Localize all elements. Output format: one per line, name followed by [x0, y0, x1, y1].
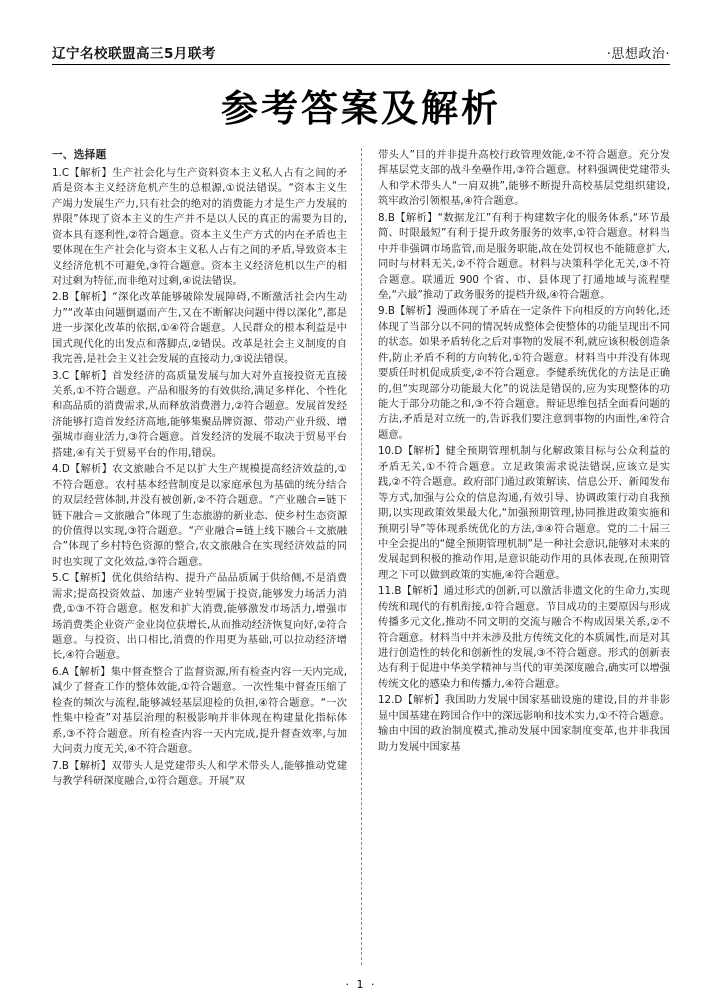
section-heading-multiple-choice: 一、选择题	[52, 149, 107, 161]
answer-item: 7.B【解析】双带头人是党建带头人和学术带头人,能够推动党建与教学科研深度融合,①符合题意。开展“双	[52, 759, 347, 787]
page-number: · 1 ·	[345, 978, 377, 991]
page-title: 参考答案及解析	[221, 86, 501, 130]
answer-item: 12.D【解析】我国助力发展中国家基础设施的建设,目的并非影显中国基建在跨国合作中的深远影响和技术实力,①不符合题意。输由中国的政治制度模式,推动发展中国家制度变革,也并非我国助力发展中国家基	[378, 694, 670, 753]
right-column	[361, 148, 670, 965]
left-column	[52, 148, 361, 965]
answer-item: 3.C【解析】首发经济的高质量发展与加大对外直接投资无直接关系,①不符合题意。产品和服务的有效供给,满足多样化、个性化和高品质的消费需求,从而释放消费潜力,②符合题意。发展首发经济能够打造首发经济高地,能够集聚品牌资源、带动产业升级、增强城市商业活力,③符合题意。首发经济的发展不取决于贸易平台搭建,④有关于贸易平台的作用,错误。	[52, 369, 347, 459]
answer-item: 带头人”目的并非提升高校行政管理效能,②不符合题意。充分发挥基层党支部的战斗垒壘作用,③符合题意。材料强调使党建带头人和学术带头人“一肩双挑”,能够不断提升高校基层党组织建设,筑牢政治引领根基,④符合题意。	[378, 149, 670, 208]
answer-item: 4.D【解析】农文旅融合不足以扩大生产规模提高经济效益的,①不符合题意。农村基本经营制度是以家庭承包为基础的统分结合的双层经营体制,并没有被创新,②不符合题意。“产业融合=链下链下融合＝文旅融合”体现了生态旅游的新业态、使乡村生态资源的价值得以实现,③符合题意。“产业融合=链上线下融合＋文旅融合”体现了乡村特色资源的整合,农文旅融合在实现经济效益的同时也实现了文化效益,③符合题意。	[52, 463, 347, 568]
header-subject: ·思想政治·	[606, 47, 670, 62]
answer-item: 6.A【解析】集中督查整合了监督资源,所有检查内容一天内完成,减少了督查工作的整体效能,①符合题意。一次性集中督查压缩了检查的频次与流程,能够减轻基层迎检的负担,④符合题意。“一次性集中检查”对基层治理的积极影响并非体现在构建量化指标体系,③不符合题意。所有检查内容一天内完成,提升督查效率,与加大问责力度无关,④不符合题意。	[52, 665, 347, 756]
answer-item: 2.B【解析】“深化改革能够破除发展障碍,不断激活社会内生动力”“改革由问题倒逼而产生,又在不断解决问题中得以深化”,都是进一步深化改革的依据,①④符合题意。人民群众的根本利益是中国式现代化的出发点和落脚点,②错误。改革是社会主义制度的自我完善,是社会主义社会发展的直接动力,③说法错误。	[52, 291, 347, 366]
page-header	[52, 42, 670, 62]
answer-item: 1.C【解析】生产社会化与生产资料资本主义私人占有之间的矛盾是资本主义经济危机产生的总根源,①说法错误。“资本主义生产竭力发展生产力,只有社会的绝对的消费能力才是生产力发展的界限”体现了资本主义的生产并不是以人民的真正的需要为目的,资本具有逐利性,②符合题意。资本主义生产方式的内在矛盾也主要体现在生产社会化与资本主义私人占有之间的矛盾,导致资本主义经济危机不可避免,③符合题意。资本主义经济危机以生产的相对过剩为特征,而非绝对过剩,④说法错误。	[52, 166, 347, 287]
answer-item: 9.B【解析】漫画体现了矛盾在一定条件下向相反的方向转化,还体现了当部分以不同的情况转成整体会使整体的功能呈现出不同的状态。如果矛盾转化之后对事物的发展不利,就应该积极创造条件,防止矛盾不利的方向转化,①符合题意。材料当中并没有体现要质任时机促成质变,②不符合题意。李健系统优化的方法是正确的,但“实现部分功能最大化”的说法是错误的,应为实现整体的功能大于部分功能之和,③不符合题意。辩证思维包括全面看问题的方法,矛盾是对立统一的,告诉我们要注意到事物的内面性,④符合题意。	[378, 305, 670, 441]
two-column-body	[52, 148, 670, 965]
answer-item: 11.B【解析】通过形式的创新,可以激活非遗文化的生命力,实现传统和现代的有机衔接,①符合题意。节目成功的主要原因与形成传播多元文化,推动不同文明的交流与融合不构成因果关系,②不符合题意。材料当中并未涉及批方传统文化的本质属性,而是对其进行创造性的转化和创新性的发展,③不符合题意。形式的创新表达有利于促进中华美学精神与当代的审美深度融合,确实可以增强传统文化的感染力和传播力,④符合题意。	[378, 585, 670, 690]
answer-item: 10.D【解析】健全预期管理机制与化解政策目标与公众利益的矛盾无关,①不符合题意。立足政策需求说法错误,应该立是实践,②不符合题意。政府部门通过政策解读、信息公开、新闻发布等方式,加强与公众的信息沟通,有效引导、协调政策行动自我预期,以实现政策效果最大化,“加强预期管理,协同推进政策实施和预期引导”等体现系统优化的方法,③④符合题意。党的二十届三中全会提出的“健全预期管理机制”是一种社会意识,能够对未来的发展起到积极的推动作用,是意识能动作用的具体表现,在预期管理之下可以做到政策的实施,④符合题意。	[378, 445, 670, 581]
answer-item: 8.B【解析】“数据龙江”有利于构建数字化的服务体系,“环节最简、时限最短”有利于提升政务服务的效率,①符合题意。材料当中并非强调市场监管,而是服务职能,故在处罚权也不能随意扩大,同时与材料无关,②不符合题意。材料与决策科学化无关,③不符合题意。联通近 900 个省、市、县体现了打通地域与流程壁垒,“六最”推动了政务服务的提档升级,④符合题意。	[378, 211, 670, 301]
answer-item: 5.C【解析】优化供给结构、提升产品品质属于供给侧,不是消费需求;提高投资效益、加速产业转型属于投资,能够发力场活力消费,①③不符合题意。枢发和扩大消费,能够激发市场活力,增强市场消费类企业资产金业岗位获增长,从而推动经济恢复向好,②符合题意。与投资、出口相比,消费的作用更为基础,可以拉动经济增长,④符合题意。	[52, 572, 347, 662]
header-exam-title: 辽宁名校联盟高三5月联考	[52, 46, 216, 62]
header-divider	[52, 64, 670, 65]
